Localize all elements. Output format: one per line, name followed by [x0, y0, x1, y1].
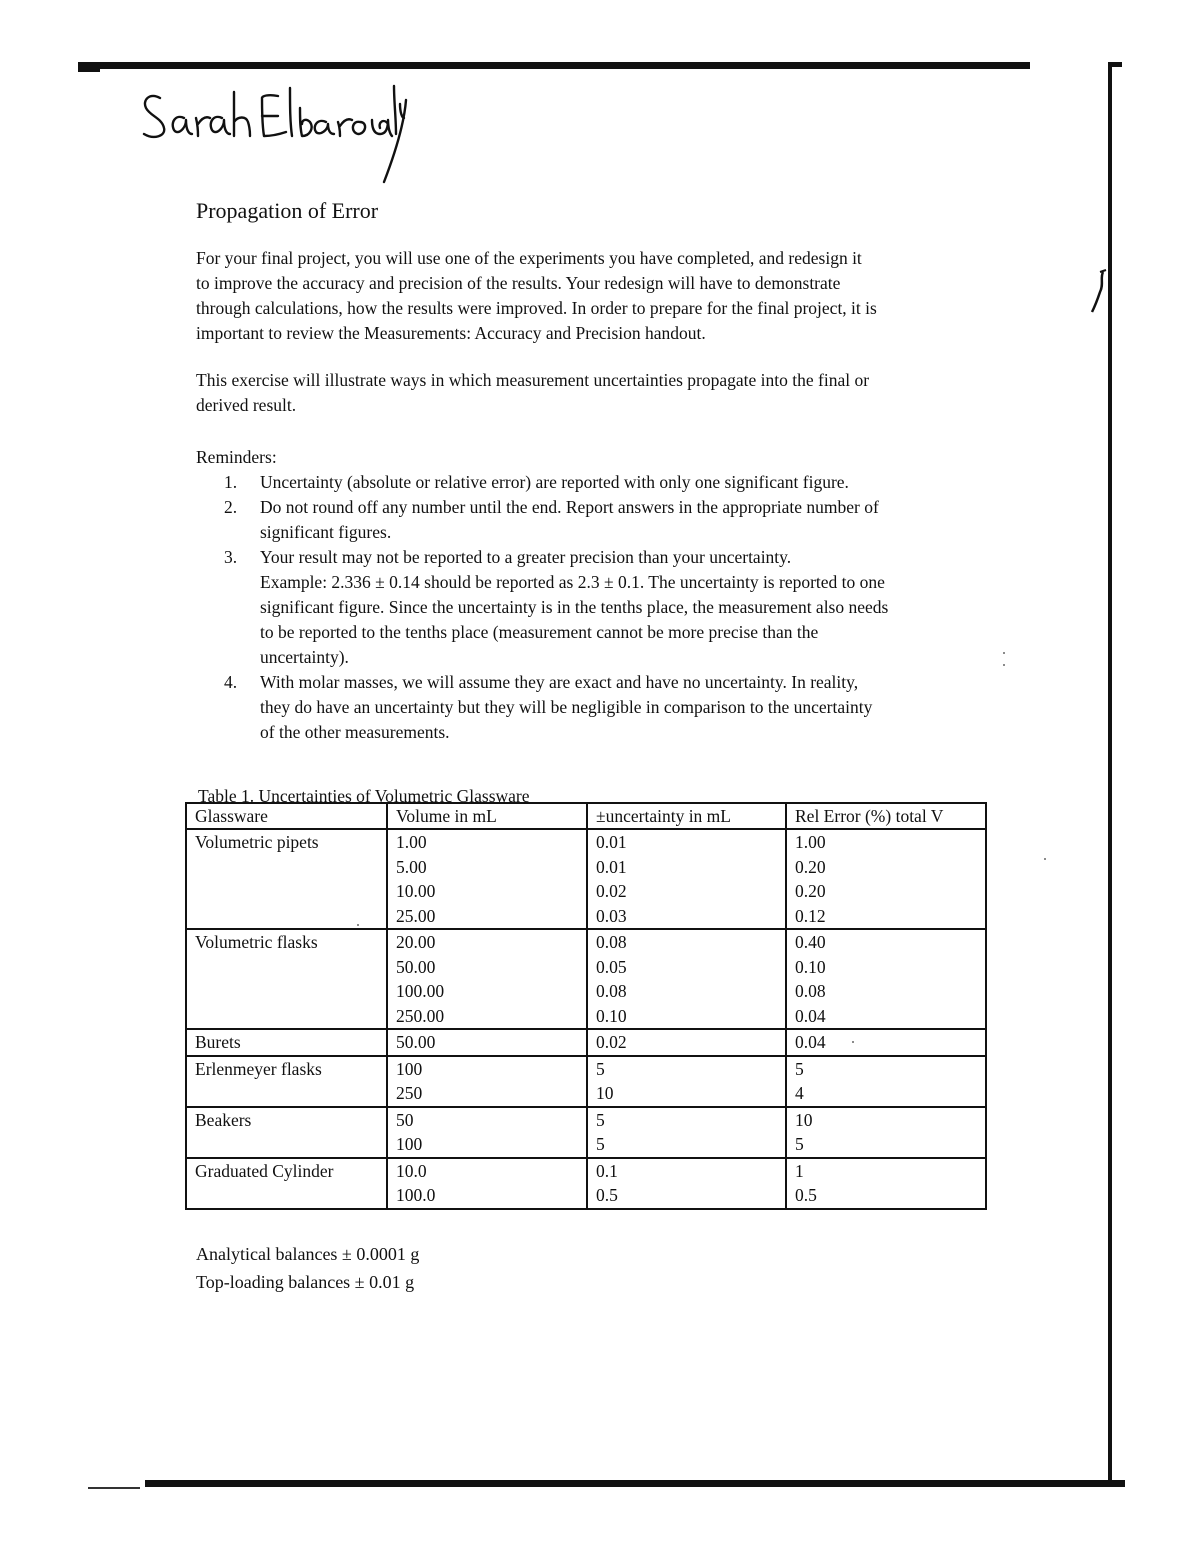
reminder-item — [222, 470, 1002, 495]
volume-value: 20.00 — [396, 932, 436, 952]
reminder-line: of the other measurements. — [260, 722, 450, 742]
reminder-item — [222, 670, 1002, 745]
rel-error-value: 1.00 — [795, 832, 826, 852]
rel-error-cell — [786, 1056, 986, 1107]
intro-line: to improve the accuracy and precision of the results. Your redesign will have to demonstrate — [196, 273, 841, 293]
uncertainty-value: 10 — [596, 1083, 614, 1103]
rel-error-cell — [786, 829, 986, 929]
volume-value: 25.00 — [396, 905, 436, 926]
volume-value: 10.00 — [396, 881, 436, 901]
rel-error-value: 10 — [795, 1109, 813, 1130]
table-row — [186, 1107, 986, 1158]
reminder-line: significant figures. — [260, 522, 392, 542]
uncertainty-value: 0.1 — [596, 1160, 618, 1181]
uncertainty-value: 0.08 — [596, 981, 627, 1001]
reminder-number: 3. — [224, 547, 238, 567]
rel-error-value: 0.20 — [795, 881, 826, 901]
table-row — [186, 1029, 986, 1056]
balance-line: Analytical balances ± 0.0001 g — [196, 1244, 420, 1264]
scan-speck — [1044, 858, 1046, 860]
rel-error-value: 0.04 — [795, 1005, 826, 1026]
rel-error-cell — [786, 929, 986, 1029]
volume-cell — [387, 1029, 587, 1056]
table-caption: Table 1. Uncertainties of Volumetric Glassware — [198, 786, 530, 806]
scan-speck — [1003, 664, 1005, 666]
volume-value: 10.0 — [396, 1160, 427, 1181]
rel-error-value: 5 — [795, 1058, 804, 1079]
volume-cell — [387, 1158, 587, 1209]
reminder-number: 1. — [224, 472, 238, 492]
reminder-line: Do not round off any number until the end. Report answers in the appropriate number of — [260, 497, 879, 517]
reminder-line: Example: 2.336 ± 0.14 should be reported as 2.3 ± 0.1. The uncertainty is reported to one — [260, 572, 885, 592]
uncertainty-cell — [587, 1158, 786, 1209]
uncertainty-cell — [587, 1107, 786, 1158]
rel-error-value: 0.04 — [795, 1032, 826, 1052]
volume-value: 100.00 — [396, 981, 445, 1001]
scan-speck — [1003, 652, 1005, 654]
volume-value: 1.00 — [396, 832, 427, 852]
reminder-item — [222, 545, 1002, 670]
volume-value: 250 — [396, 1083, 423, 1103]
uncertainty-cell — [587, 1056, 786, 1107]
exercise-paragraph — [196, 368, 996, 418]
right-edge-cap — [1108, 62, 1122, 67]
column-header: Volume in mL — [387, 803, 587, 829]
rel-error-value: 4 — [795, 1083, 804, 1103]
column-header: ±uncertainty in mL — [587, 803, 786, 829]
handwritten-signature — [138, 78, 408, 190]
balances-note — [196, 1240, 419, 1296]
reminder-line: uncertainty). — [260, 647, 349, 667]
rel-error-value: 5 — [795, 1134, 804, 1154]
volume-cell — [387, 1107, 587, 1158]
reminder-item — [222, 495, 1002, 545]
volume-cell — [387, 1056, 587, 1107]
rel-error-value: 1 — [795, 1160, 804, 1181]
uncertainty-cell — [587, 829, 786, 929]
uncertainty-value: 0.02 — [596, 1032, 627, 1052]
uncertainty-cell — [587, 1029, 786, 1056]
uncertainty-value: 0.03 — [596, 905, 627, 926]
uncertainty-value: 0.5 — [596, 1185, 618, 1205]
uncertainty-value: 0.05 — [596, 956, 627, 977]
table-row — [186, 929, 986, 1029]
table-row — [186, 1056, 986, 1107]
intro-line: For your final project, you will use one of the experiments you have completed, and redesign it — [196, 248, 862, 268]
uncertainty-value: 5 — [596, 1134, 605, 1154]
table-row — [186, 829, 986, 929]
reminder-line: Uncertainty (absolute or relative error) are reported with only one significant figure. — [260, 472, 849, 492]
balance-line: Top-loading balances ± 0.01 g — [196, 1272, 415, 1292]
bottom-rule-dash — [88, 1487, 140, 1489]
volume-value: 250.00 — [396, 1005, 445, 1026]
volume-value: 100.0 — [396, 1185, 436, 1205]
glassware-cell: Burets — [186, 1029, 387, 1056]
glassware-cell: Graduated Cylinder — [186, 1158, 387, 1209]
intro-paragraph — [196, 246, 996, 346]
reminder-line: they do have an uncertainty but they will be negligible in comparison to the uncertainty — [260, 697, 873, 717]
exercise-line: This exercise will illustrate ways in which measurement uncertainties propagate into the final or — [196, 370, 870, 390]
volume-value: 5.00 — [396, 856, 427, 877]
volume-value: 50.00 — [396, 956, 436, 977]
reminders-list — [222, 470, 1002, 745]
bottom-rule — [145, 1480, 1125, 1487]
intro-line: through calculations, how the results were improved. In order to prepare for the final project, it is — [196, 298, 877, 318]
rel-error-cell — [786, 1029, 986, 1056]
column-header: Rel Error (%) total V — [786, 803, 986, 829]
glassware-cell: Volumetric flasks — [186, 929, 387, 1029]
reminder-line: With molar masses, we will assume they are exact and have no uncertainty. In reality, — [260, 672, 859, 692]
rel-error-cell — [786, 1107, 986, 1158]
top-rule-tick — [78, 68, 100, 72]
glassware-cell: Volumetric pipets — [186, 829, 387, 929]
rel-error-value: 0.5 — [795, 1185, 817, 1205]
reminder-number: 2. — [224, 497, 238, 517]
rel-error-value: 0.08 — [795, 981, 826, 1001]
page-title: Propagation of Error — [196, 198, 379, 223]
volume-cell — [387, 929, 587, 1029]
rel-error-cell — [786, 1158, 986, 1209]
volume-value: 50.00 — [396, 1032, 436, 1052]
volume-cell — [387, 829, 587, 929]
reminder-line: to be reported to the tenths place (measurement cannot be more precise than the — [260, 622, 819, 642]
uncertainty-value: 0.01 — [596, 856, 627, 877]
rel-error-value: 0.12 — [795, 905, 826, 926]
rel-error-value: 0.20 — [795, 856, 826, 877]
rel-error-value: 0.40 — [795, 932, 826, 952]
reminders-label: Reminders: — [196, 447, 277, 467]
table-header-row — [186, 803, 986, 829]
volume-value: 100 — [396, 1134, 423, 1154]
uncertainty-value: 0.08 — [596, 932, 627, 952]
uncertainty-value: 5 — [596, 1109, 605, 1130]
volume-value: 50 — [396, 1109, 414, 1130]
exercise-line: derived result. — [196, 395, 297, 415]
reminder-line: significant figure. Since the uncertainty is in the tenths place, the measurement also needs — [260, 597, 889, 617]
reminder-line: Your result may not be reported to a greater precision than your uncertainty. — [260, 547, 792, 567]
top-rule — [78, 62, 1030, 69]
uncertainty-value: 5 — [596, 1058, 605, 1079]
reminder-number: 4. — [224, 672, 238, 692]
uncertainty-value: 0.10 — [596, 1005, 627, 1026]
uncertainty-value: 0.01 — [596, 832, 627, 852]
glassware-cell: Beakers — [186, 1107, 387, 1158]
intro-line: important to review the Measurements: Accuracy and Precision handout. — [196, 323, 706, 343]
uncertainty-cell — [587, 929, 786, 1029]
volume-value: 100 — [396, 1058, 423, 1079]
glassware-cell: Erlenmeyer flasks — [186, 1056, 387, 1107]
table-row — [186, 1158, 986, 1209]
glassware-table — [185, 802, 987, 1210]
column-header: Glassware — [186, 803, 387, 829]
uncertainty-value: 0.02 — [596, 881, 627, 901]
rel-error-value: 0.10 — [795, 956, 826, 977]
margin-mark — [1088, 268, 1110, 318]
